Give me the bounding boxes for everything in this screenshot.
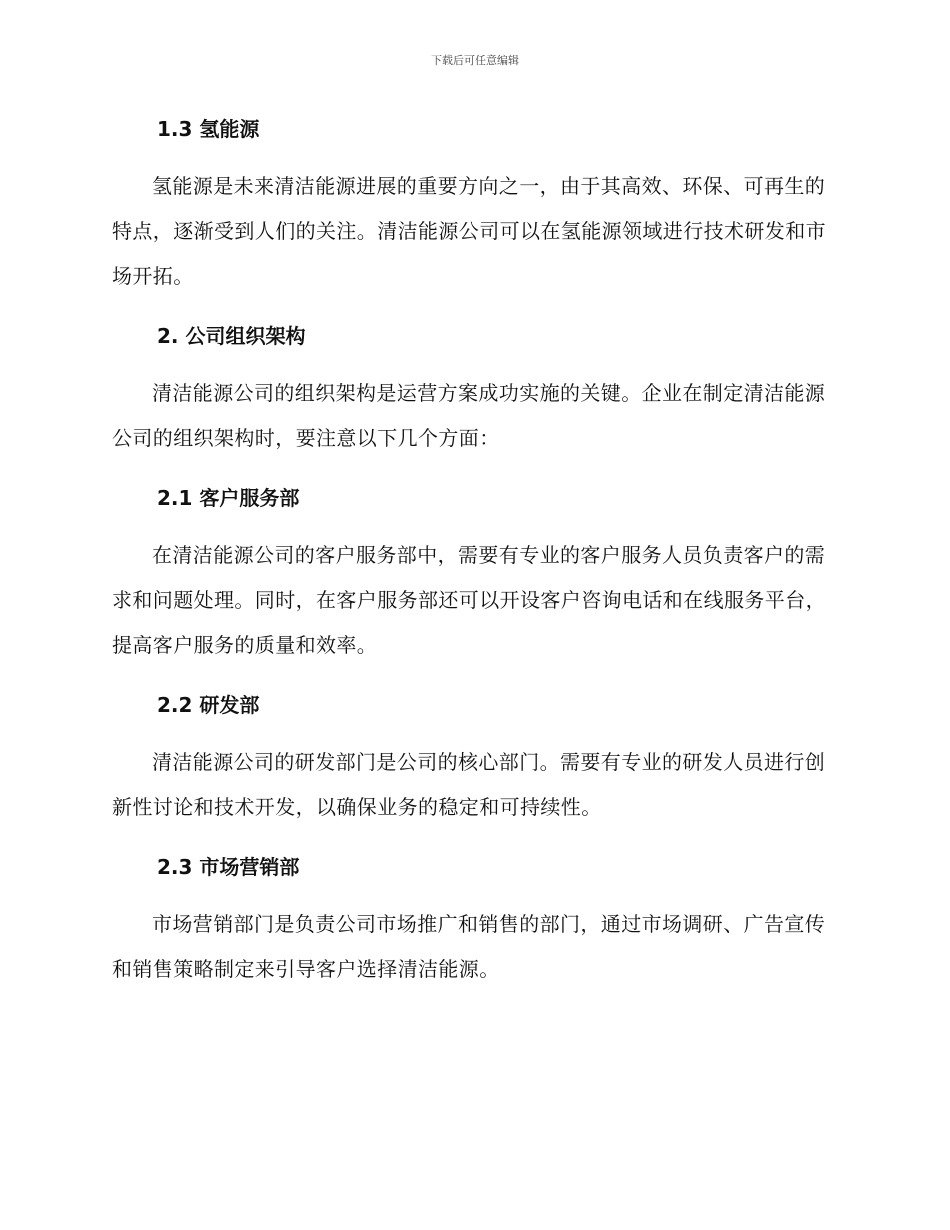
section-heading: 2.2 研发部 (157, 693, 260, 717)
section-heading: 2.3 市场营销部 (157, 855, 300, 879)
section-customer-service (112, 477, 832, 668)
section-paragraph: 在清洁能源公司的客户服务部中，需要有专业的客户服务人员负责客户的需求和问题处理。同时，在客户服务部还可以开设客户咨询电话和在线服务平台，提高客户服务的质量和效率。 (112, 543, 826, 657)
section-heading: 2. 公司组织架构 (157, 324, 306, 348)
section-heading: 1.3 氢能源 (157, 117, 260, 141)
section-paragraph: 清洁能源公司的研发部门是公司的核心部门。需要有专业的研发人员进行创新性讨论和技术开发，以确保业务的稳定和可持续性。 (112, 750, 826, 819)
section-rnd (112, 684, 832, 830)
section-paragraph: 清洁能源公司的组织架构是运营方案成功实施的关键。企业在制定清洁能源公司的组织架构时，要注意以下几个方面： (112, 381, 826, 450)
section-paragraph: 市场营销部门是负责公司市场推广和销售的部门，通过市场调研、广告宣传和销售策略制定来引导客户选择清洁能源。 (112, 912, 826, 981)
document-body (112, 108, 832, 992)
section-heading: 2.1 客户服务部 (157, 486, 300, 510)
section-org-structure (112, 315, 832, 461)
section-paragraph: 氢能源是未来清洁能源进展的重要方向之一，由于其高效、环保、可再生的特点，逐渐受到人们的关注。清洁能源公司可以在氢能源领域进行技术研发和市场开拓。 (112, 174, 826, 288)
section-hydrogen (112, 108, 832, 299)
section-marketing (112, 846, 832, 992)
header-note: 下载后可任意编辑 (431, 54, 519, 67)
